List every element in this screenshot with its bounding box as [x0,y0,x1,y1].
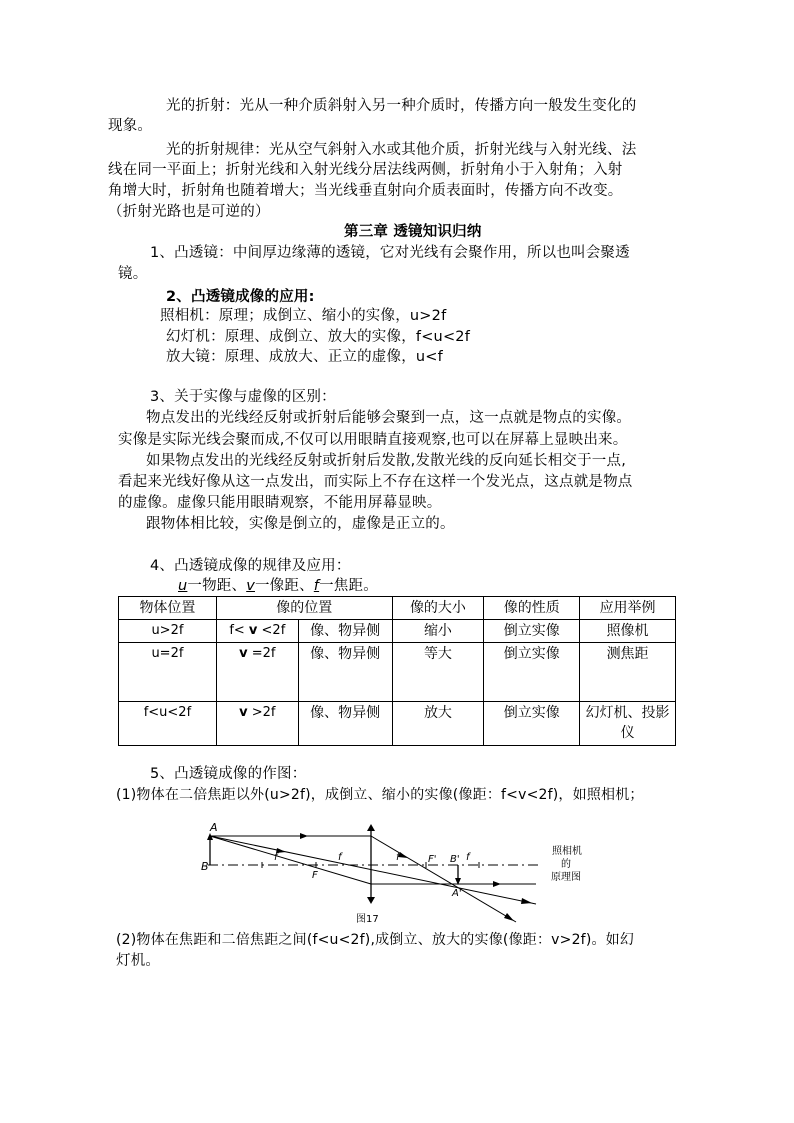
camera-ray-diagram [196,818,596,930]
ray-arrow [521,898,532,904]
header-image-nature: 像的性质 [484,597,580,620]
refraction-law-note: （折射光路也是可逆的） [108,204,270,220]
symbol-v: v [246,578,255,594]
refraction-definition: 光的折射：光从一种介质斜射入另一种介质时，传播方向一般发生变化的 [166,98,637,114]
table-row [119,620,676,643]
label-f: f [396,852,400,863]
section1-text-cont: 镜。 [118,266,148,282]
caption-line: 照相机 [552,846,582,857]
cell-application: 测焦距 [580,643,676,702]
refraction-definition-cont: 现象。 [108,118,153,134]
v-symbol: v [248,623,258,638]
label-F-prime: F' [428,854,437,865]
refraction-law-cont: 线在同一平面上；折射光线和入射光线分居法线两侧，折射角小于入射角；入射 [108,162,623,178]
figure-number: 图17 [356,914,379,925]
refraction-law-cont: 角增大时，折射角也随着增大；当光线垂直射向介质表面时，传播方向不改变。 [108,183,623,199]
section4-heading: 4、凸透镜成像的规律及应用： [150,558,351,574]
label-B: B [201,860,209,873]
header-image-size: 像的大小 [392,597,484,620]
cell-object-position: u=2f [119,643,217,702]
lens-bottom-arrow [367,897,375,904]
v-prefix: f< [229,623,249,638]
header-image-position: 像的位置 [216,597,392,620]
cell-image-distance [216,620,298,643]
v-suffix: =2f [247,646,276,661]
v-suffix: >2f [247,705,276,720]
section5-heading: 5、凸透镜成像的作图： [150,766,307,782]
refraction-law: 光的折射规律：光从空气斜射入水或其他介质，折射光线与入射光线、法 [166,142,637,158]
case2-text-cont: 灯机。 [116,953,161,969]
ray-refracted-1 [371,836,516,922]
cell-object-position: u>2f [119,620,217,643]
section3-heading: 3、关于实像与虚像的区别： [150,389,336,405]
symbol-u: u [178,578,188,594]
case1-text: (1)物体在二倍焦距以外(u>2f)，成倒立、缩小的实像(像距：f<v<2f)，如照相机； [116,787,644,803]
section1-text: 1、凸透镜：中间厚边缘薄的透镜，它对光线有会聚作用，所以也叫会聚透 [150,245,630,261]
section3-text: 跟物体相比较，实像是倒立的，虚像是正立的。 [146,516,455,532]
cell-object-position: f<u<2f [119,702,217,746]
label-f: f [466,852,470,863]
label-A: A [210,821,218,834]
ray-center [210,836,536,904]
v-symbol: v [239,646,248,661]
case2-text: (2)物体在焦距和二倍焦距之间(f<u<2f),成倒立、放大的实像(像距：v>2f)。如幻 [116,932,635,948]
ray-arrow [504,913,514,921]
section3-text: 实像是实际光线会聚而成,不仅可以用眼睛直接观察,也可以在屏幕上显映出来。 [118,432,628,448]
table-row [119,643,676,702]
header-application: 应用举例 [580,597,676,620]
cell-image-nature: 倒立实像 [484,702,580,746]
cell-image-nature: 倒立实像 [484,643,580,702]
header-object-position: 物体位置 [119,597,217,620]
label-B-prime: B' [450,854,460,865]
table-row [119,702,676,746]
cell-image-nature: 倒立实像 [484,620,580,643]
application-projector: 幻灯机：原理、成倒立、放大的实像，f<u<2f [166,329,471,345]
symbol-v-text: 一像距、 [254,578,314,594]
symbol-f: f [313,578,320,594]
table-header-row [119,597,676,620]
caption-line: 的 [561,859,571,870]
label-f: f [338,852,342,863]
symbol-f-text: 一焦距。 [319,578,378,594]
cell-application: 幻灯机、投影仪 [580,702,676,746]
application-magnifier: 放大镜：原理、成放大、正立的虚像，u<f [166,349,443,365]
cell-application: 照像机 [580,620,676,643]
section3-text: 的虚像。虚像只能用眼睛观察，不能用屏幕显映。 [118,495,442,511]
cell-image-size: 等大 [392,643,484,702]
section3-text: 看起来光线好像从这一点发出，而实际上不存在这样一个发光点，这点就是物点 [118,474,633,490]
label-A-prime: A' [452,888,462,899]
cell-image-distance [216,702,298,746]
section3-text: 如果物点发出的光线经反射或折射后发散,发散光线的反向延长相交于一点, [146,453,627,469]
cell-image-side: 像、物异侧 [298,620,392,643]
section3-text: 物点发出的光线经反射或折射后能够会聚到一点，这一点就是物点的实像。 [146,410,632,426]
cell-image-size: 缩小 [392,620,484,643]
cell-image-side: 像、物异侧 [298,643,392,702]
v-symbol: v [239,705,248,720]
cell-image-distance [216,643,298,702]
application-camera: 照相机：原理；成倒立、缩小的实像，u>2f [160,308,447,324]
chapter-title: 第三章 透镜知识归纳 [344,224,482,240]
section2-heading: 2、凸透镜成像的应用: [166,289,315,305]
label-F: F [312,870,318,881]
caption-line: 原理图 [551,872,581,883]
ray-arrow [300,833,308,839]
label-f: f [274,852,278,863]
ray-arrow [493,881,501,887]
cell-image-side: 像、物异侧 [298,702,392,746]
cell-image-size: 放大 [392,702,484,746]
symbol-legend [178,576,378,596]
v-suffix: <2f [257,623,286,638]
lens-top-arrow [367,824,375,831]
symbol-u-text: 一物距、 [187,578,247,594]
ray-through-focus [210,836,371,884]
imaging-rules-table [118,596,676,746]
